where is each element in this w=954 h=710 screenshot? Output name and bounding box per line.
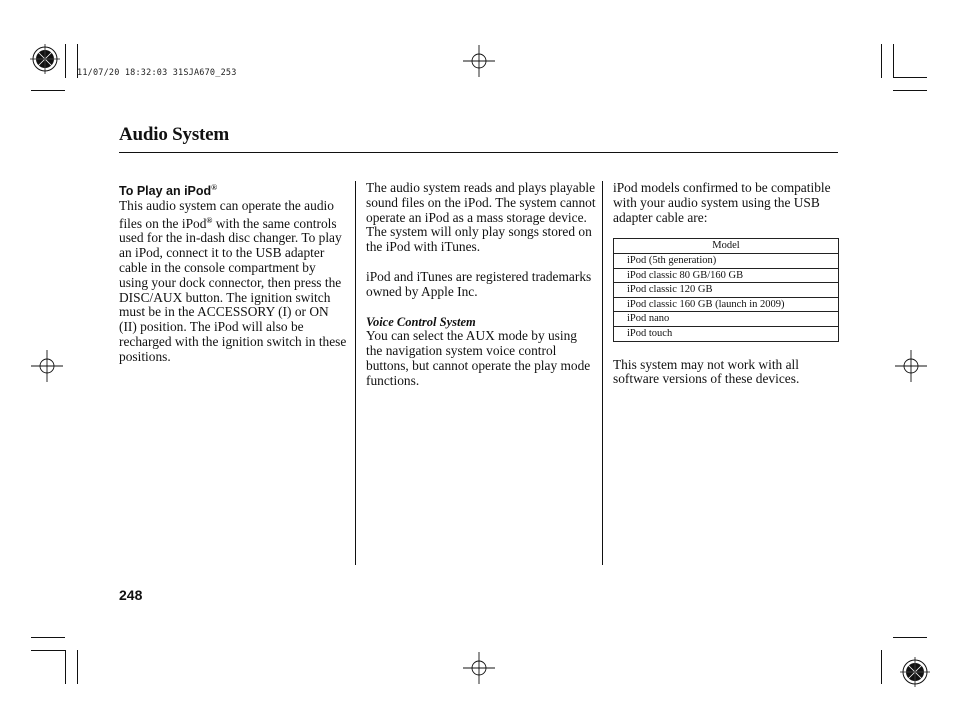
registration-target-icon (30, 44, 60, 74)
table-row (614, 326, 839, 341)
table-row (614, 312, 839, 327)
title-rule (119, 152, 838, 153)
heading-text: To Play an iPod (119, 184, 212, 198)
registered-mark: ® (206, 215, 213, 225)
crosshair-icon (463, 45, 495, 77)
crosshair-icon (463, 652, 495, 684)
section-heading (119, 181, 347, 199)
column-left (119, 181, 347, 365)
body-paragraph: This system may not work with all software versions of these devices. (613, 356, 800, 387)
table-cell: iPod classic 120 GB (614, 283, 839, 298)
table-cell: iPod (5th generation) (614, 253, 839, 268)
subsection-heading: Voice Control System (366, 314, 476, 329)
body-paragraph: iPod models confirmed to be compatible with your audio system using the USB adapter cable are: (613, 180, 831, 225)
body-text: with the same controls used for the in-dash disc changer. To play an iPod, connect it to the USB adapter cable in the console compartment by using your dock connector, then press the DISC/AUX button. The ignition switch must be in the ACCESSORY (I) or ON (II) position. The iPod will also be recharged with the ignition switch in these positions. (119, 215, 347, 364)
body-paragraph: You can select the AUX mode by using the navigation system voice control buttons, but cannot operate the play mode functions. (366, 328, 591, 388)
body-paragraph (119, 199, 347, 365)
table-row (614, 268, 839, 283)
table-header: Model (614, 239, 839, 254)
page-title: Audio System (119, 124, 230, 145)
column-middle (366, 181, 596, 389)
registration-target-icon (900, 657, 930, 687)
crosshair-icon (31, 350, 63, 382)
table-row (614, 297, 839, 312)
compatible-models-table (613, 238, 839, 341)
column-divider (602, 181, 603, 565)
crosshair-icon (895, 350, 927, 382)
table-cell: iPod touch (614, 326, 839, 341)
body-paragraph: iPod and iTunes are registered trademarks owned by Apple Inc. (366, 268, 592, 299)
body-text: This audio system can operate the audio files on the iPod (119, 197, 334, 231)
body-paragraph: The audio system reads and plays playable sound files on the iPod. The system cannot operate an iPod as a mass storage device. The system will only play songs stored on the iPod with iTunes. (366, 180, 596, 255)
table-cell: iPod classic 80 GB/160 GB (614, 268, 839, 283)
column-right (613, 181, 841, 387)
print-stamp: 11/07/20 18:32:03 31SJA670_253 (77, 68, 237, 78)
table-row (614, 283, 839, 298)
table-cell: iPod classic 160 GB (launch in 2009) (614, 297, 839, 312)
column-divider (355, 181, 356, 565)
registered-mark: ® (211, 183, 218, 192)
page-number: 248 (119, 587, 143, 603)
table-row (614, 253, 839, 268)
table-cell: iPod nano (614, 312, 839, 327)
